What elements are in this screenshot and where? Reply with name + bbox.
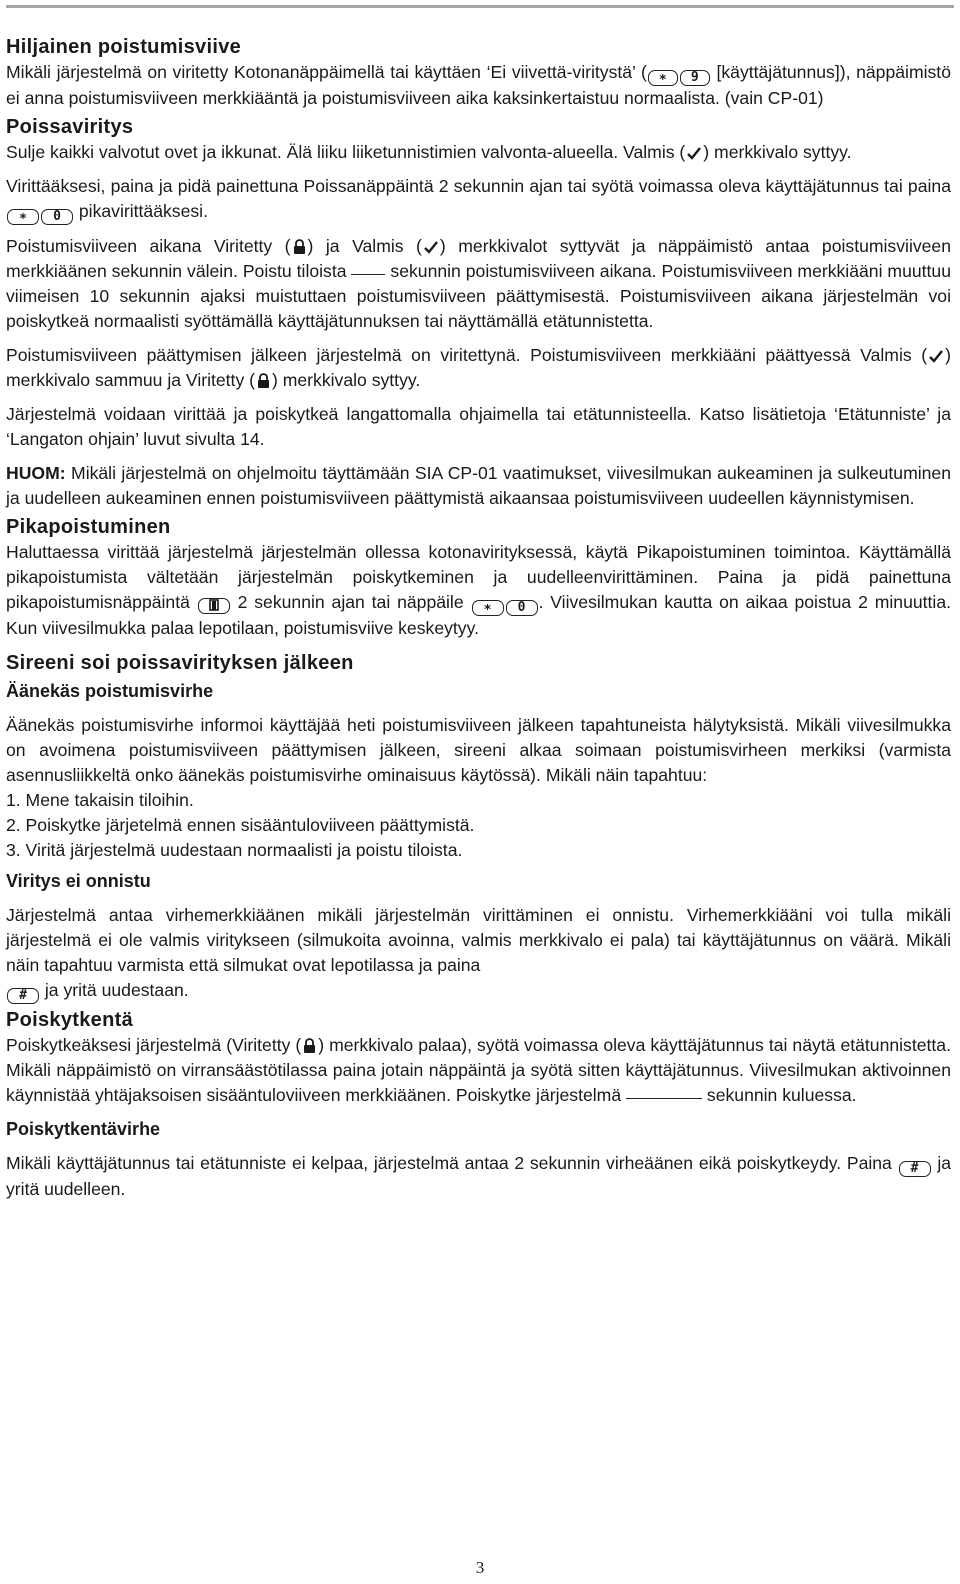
zero-key-icon: 0 bbox=[41, 209, 73, 225]
heading-poissaviritys: Poissaviritys bbox=[6, 116, 134, 138]
list-item: 3. Viritä järjestelmä uudestaan normaalisti ja poistu tiloista. bbox=[6, 840, 463, 860]
paragraph-poissaviritys-2: Virittääksesi, paina ja pidä painettuna Poissanäppäintä 2 sekunnin ajan tai syötä voimassa oleva käyttäjätunnus tai paina ∗ 0 pikavirittääksesi. bbox=[6, 176, 951, 224]
star-key-icon: ∗ bbox=[648, 70, 678, 86]
heading-pikapoistuminen: Pikapoistuminen bbox=[6, 516, 171, 538]
list-item: 1. Mene takaisin tiloihin. bbox=[6, 790, 194, 810]
list-item: 2. Poiskytke järjetelmä ennen sisääntuloviiveen päättymistä. bbox=[6, 815, 475, 835]
paragraph-poiskytkenta: Poiskytkeäksesi järjestelmä (Viritetty ( ) merkkivalo palaa), syötä voimassa oleva käyttäjätunnus tai näytä etätunnistetta. Mikäli näppäimistö on virransäästötilassa paina jotain näppäintä ja syötä sitten käyttäjätunnus. Viivesilmukan aktivoinnen käynnistää yhtäjaksoisen sisääntuloviiveen merkkiäänen. Poiskytke järjestelmä sekunnin kuluessa. bbox=[6, 1035, 951, 1105]
paragraph-poissaviritys-4: Poistumisviiveen päättymisen jälkeen järjestelmä on viritettynä. Poistumisviiveen merkkiääni päättyessä Valmis ( ) merkkivalo sammuu ja Viritetty ( ) merkkivalo syttyy. bbox=[6, 345, 951, 390]
lock-icon bbox=[293, 239, 306, 254]
blank-exit-delay bbox=[351, 260, 385, 275]
heading-sireeni: Sireeni soi poissavirityksen jälkeen bbox=[6, 652, 354, 674]
nine-key-icon: 9 bbox=[680, 70, 710, 86]
top-rule bbox=[6, 5, 954, 8]
subheading-aanekas-poistumisvirhe: Äänekäs poistumisvirhe bbox=[6, 681, 214, 701]
star-key-icon: ∗ bbox=[472, 600, 504, 616]
hash-key-icon: # bbox=[7, 988, 39, 1004]
checkmark-icon bbox=[929, 350, 943, 363]
paragraph-poissaviritys-1: Sulje kaikki valvotut ovet ja ikkunat. Älä liiku liiketunnistimien valvonta-alueella. Valmis ( ) merkkivalo syttyy. bbox=[6, 142, 852, 162]
paragraph-aanekas: Äänekäs poistumisvirhe informoi käyttäjää heti poistumisviiveen jälkeen tapahtuneista hälytyksistä. Mikäli viivesilmukka on avoimena poistumisviiveen päättymisen jälkeen, sireeni alkaa soimaan poistumisvirheen merkiksi (varmista asennusliikkeltä onko äänekäs poistumisvirhe ominaisuus käytössä). Mikäli näin tapahtuu: bbox=[6, 715, 951, 785]
paragraph-huom: HUOM: Mikäli järjestelmä on ohjelmoitu täyttämään SIA CP-01 vaatimukset, viivesilmukan aukeaminen ja sulkeutuminen ja uudelleen aukeaminen ennen poistumisviiveen päättymistä aikaansaa poistumisviiveen uudeellen käynnistymisen. bbox=[6, 463, 951, 508]
checkmark-icon bbox=[687, 147, 701, 160]
document-body bbox=[6, 34, 951, 1202]
lock-icon bbox=[303, 1038, 316, 1053]
paragraph-poiskytkentavirhe: Mikäli käyttäjätunnus tai etätunniste ei kelpaa, järjestelmä antaa 2 sekunnin virheäänen eikä poiskytkeydy. Paina # ja yritä uudelleen. bbox=[6, 1153, 952, 1199]
subheading-poiskytkentavirhe: Poiskytkentävirhe bbox=[6, 1119, 161, 1139]
hash-key-icon: # bbox=[899, 1161, 931, 1177]
star-key-icon: ∗ bbox=[7, 209, 39, 225]
paragraph-hiljainen: Mikäli järjestelmä on viritetty Kotonanäppäimellä tai käyttäen ‘Ei viivettä-viritystä’ ( ∗ 9 [käyttäjätunnus]), näppäimistö ei anna poistumisviiveen merkkiääntä ja poistumisviiveen aika kaksinkertaistuu normaalista. (vain CP-01) bbox=[6, 62, 951, 108]
paragraph-poissaviritys-5: Järjestelmä voidaan virittää ja poiskytkeä langattomalla ohjaimella tai etätunnisteella. Katso lisätietoja ‘Etätunniste’ ja ‘Langaton ohjain’ luvut sivulta 14. bbox=[6, 404, 951, 449]
blank-entry-delay bbox=[626, 1084, 702, 1099]
checkmark-icon bbox=[424, 241, 438, 254]
heading-poiskytkenta: Poiskytkentä bbox=[6, 1009, 133, 1031]
heading-hiljainen-poistumisviive: Hiljainen poistumisviive bbox=[6, 36, 242, 58]
door-exit-icon bbox=[198, 598, 230, 614]
lock-icon bbox=[257, 373, 270, 388]
subheading-viritys-ei-onnistu: Viritys ei onnistu bbox=[6, 871, 151, 891]
paragraph-poissaviritys-3: Poistumisviiveen aikana Viritetty ( ) ja Valmis ( ) merkkivalot syttyvät ja näppäimistö antaa poistumisviiveen merkkiäänen sekunnin välein. Poistu tiloista sekunnin poistumisviiveen aikana. Poistumisviiveen merkkiääni muuttuu viimeisen 10 sekunnin ajaksi muistuttaen poistumisviiveen päättymisestä. Poistumisviiveen aikana järjestelmän voi poiskytkeä normaalisti syöttämällä käyttäjätunnuksen tai näyttämällä etätunnistetta. bbox=[6, 236, 951, 331]
note-label: HUOM: bbox=[6, 463, 66, 483]
zero-key-icon: 0 bbox=[506, 600, 538, 616]
paragraph-viritys-ei-onnistu: Järjestelmä antaa virhemerkkiäänen mikäli järjestelmän virittäminen ei onnistu. Virhemerkkiääni voi tulla mikäli järjestelmä ei ole valmis viritykseen (silmukoita avoinna, valmis merkkivalo ei pala) tai käyttäjätunnus on väärä. Mikäli näin tapahtuu varmista että silmukat ovat lepotilassa ja paina # ja yritä uudestaan. bbox=[6, 905, 951, 1003]
paragraph-pikapoistuminen: Haluttaessa virittää järjestelmä järjestelmän ollessa kotonavirityksessä, käytä Pikapoistuminen toimintoa. Käyttämällä pikapoistumista vältetään järjestelmän poiskytkeminen ja uudelleenvirittäminen. Paina ja pidä painettuna pikapoistumisnäppäintä 2 sekunnin ajan tai näppäile ∗ 0 . Viivesilmukan kautta on aikaa poistua 2 minuuttia. Kun viivesilmukka palaa lepotilaan, poistumisviive keskeytyy. bbox=[6, 542, 951, 638]
page-number: 3 bbox=[475, 1558, 485, 1577]
